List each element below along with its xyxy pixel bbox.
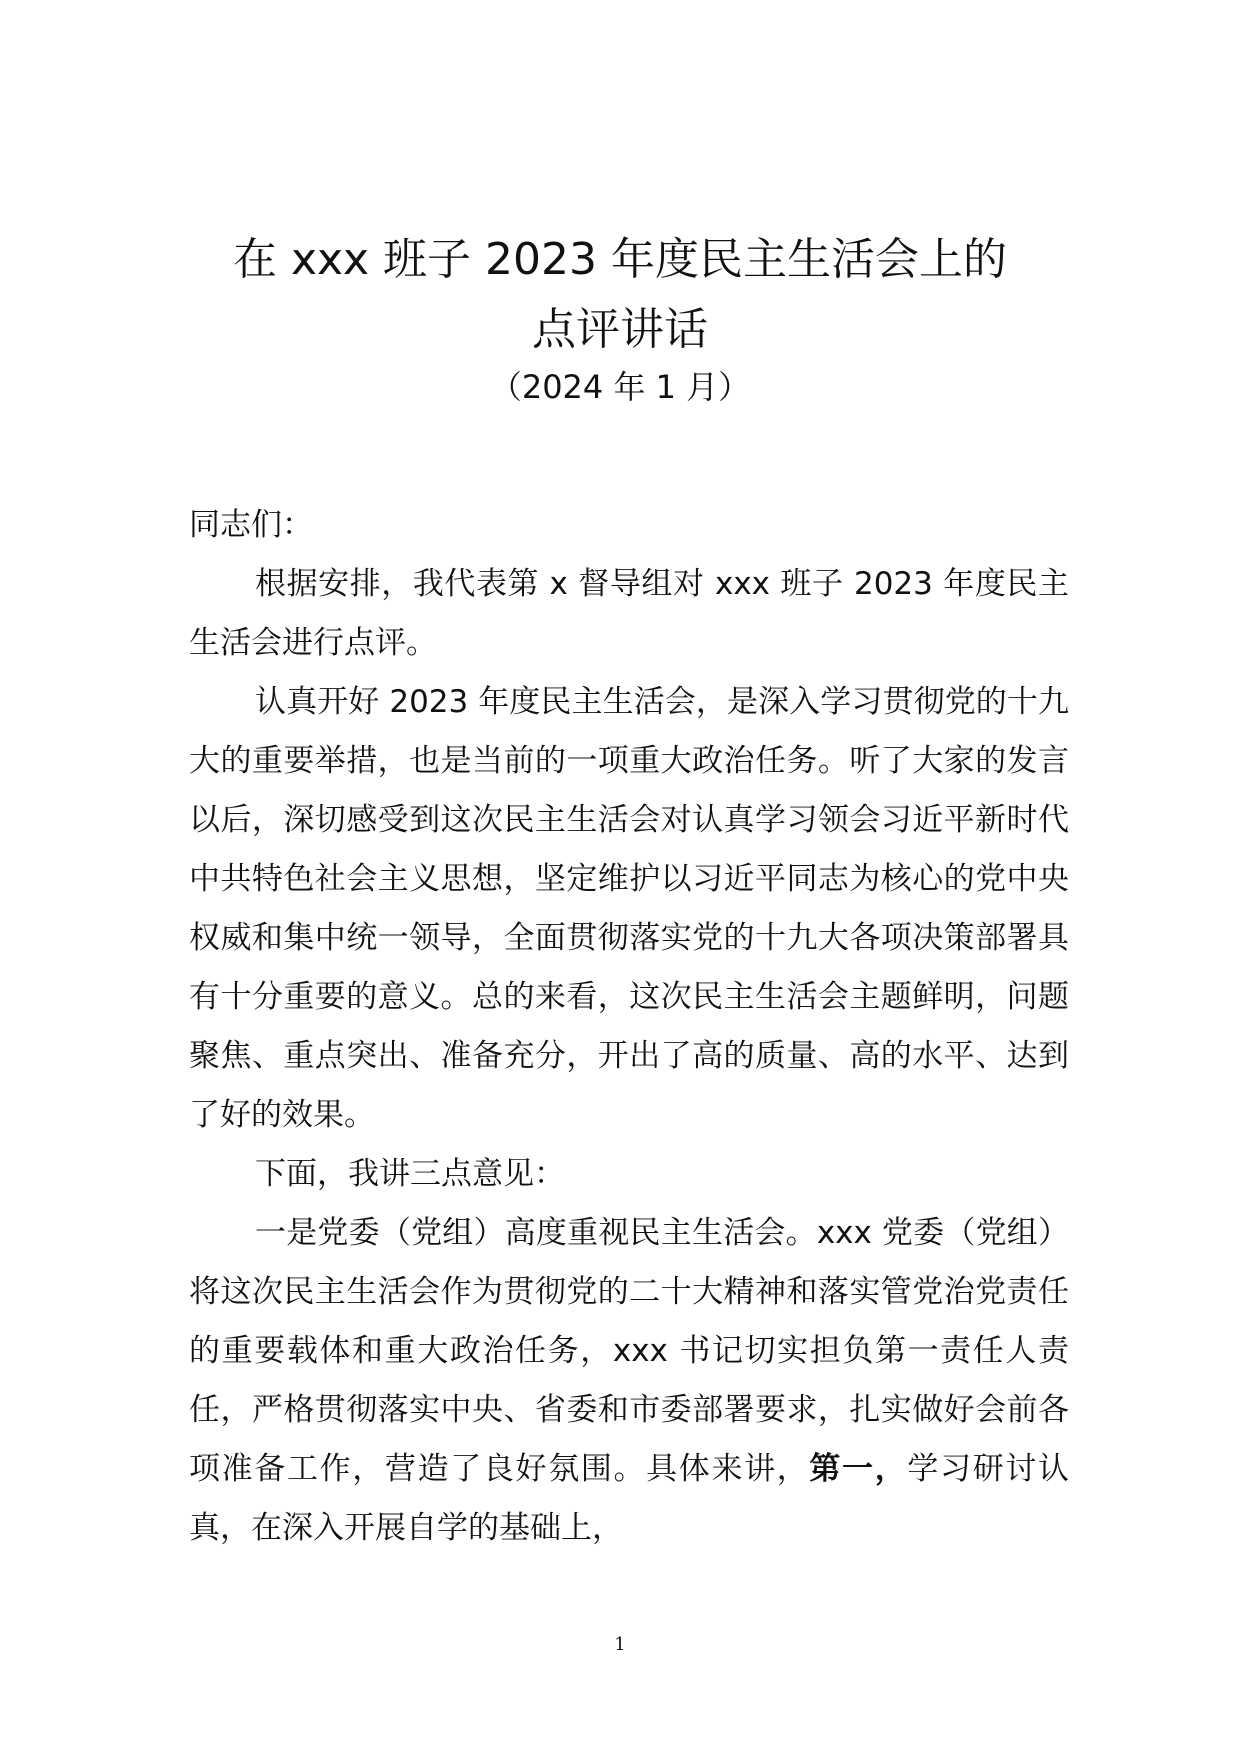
document-title-line1: 在 xxx 班子 2023 年度民主生活会上的	[232, 234, 1008, 285]
document-body	[189, 496, 1069, 1558]
paragraph-4	[189, 1204, 1069, 1558]
document-date: （2024 年 1 月）	[489, 368, 751, 406]
salutation: 同志们：	[189, 507, 313, 543]
paragraph-4-text: 一是党委（党组）高度重视民主生活会。xxx 党委（党组）将这次民主生活会作为贯彻党的二十大精神和落实管党治党责任的重要载体和重大政治任务，xxx 书记切实担负第一责任人责任，严格贯彻落实中央、省委和市委部署要求，扎实做好会前各项准备工作，营造了良好氛围。具体来讲，	[189, 1215, 1069, 1487]
paragraph-4-bold-lead: 第一，	[809, 1451, 908, 1487]
paragraph-4-tail: 学习研讨认真，在深入开展自学的基础上，	[189, 1451, 1070, 1546]
paragraph-3: 下面，我讲三点意见：	[255, 1156, 565, 1192]
page-number: 1	[614, 1634, 626, 1655]
document-title-line2: 点评讲话	[532, 304, 708, 355]
paragraph-1: 根据安排，我代表第 x 督导组对 xxx 班子 2023 年度民主生活会进行点评。	[189, 566, 1069, 661]
paragraph-2: 认真开好 2023 年度民主生活会，是深入学习贯彻党的十九大的重要举措，也是当前的一项重大政治任务。听了大家的发言以后，深切感受到这次民主生活会对认真学习领会习近平新时代中共特色社会主义思想，坚定维护以习近平同志为核心的党中央权威和集中统一领导，全面贯彻落实党的十九大各项决策部署具有十分重要的意义。总的来看，这次民主生活会主题鲜明，问题聚焦、重点突出、准备充分，开出了高的质量、高的水平、达到了好的效果。	[189, 684, 1069, 1133]
